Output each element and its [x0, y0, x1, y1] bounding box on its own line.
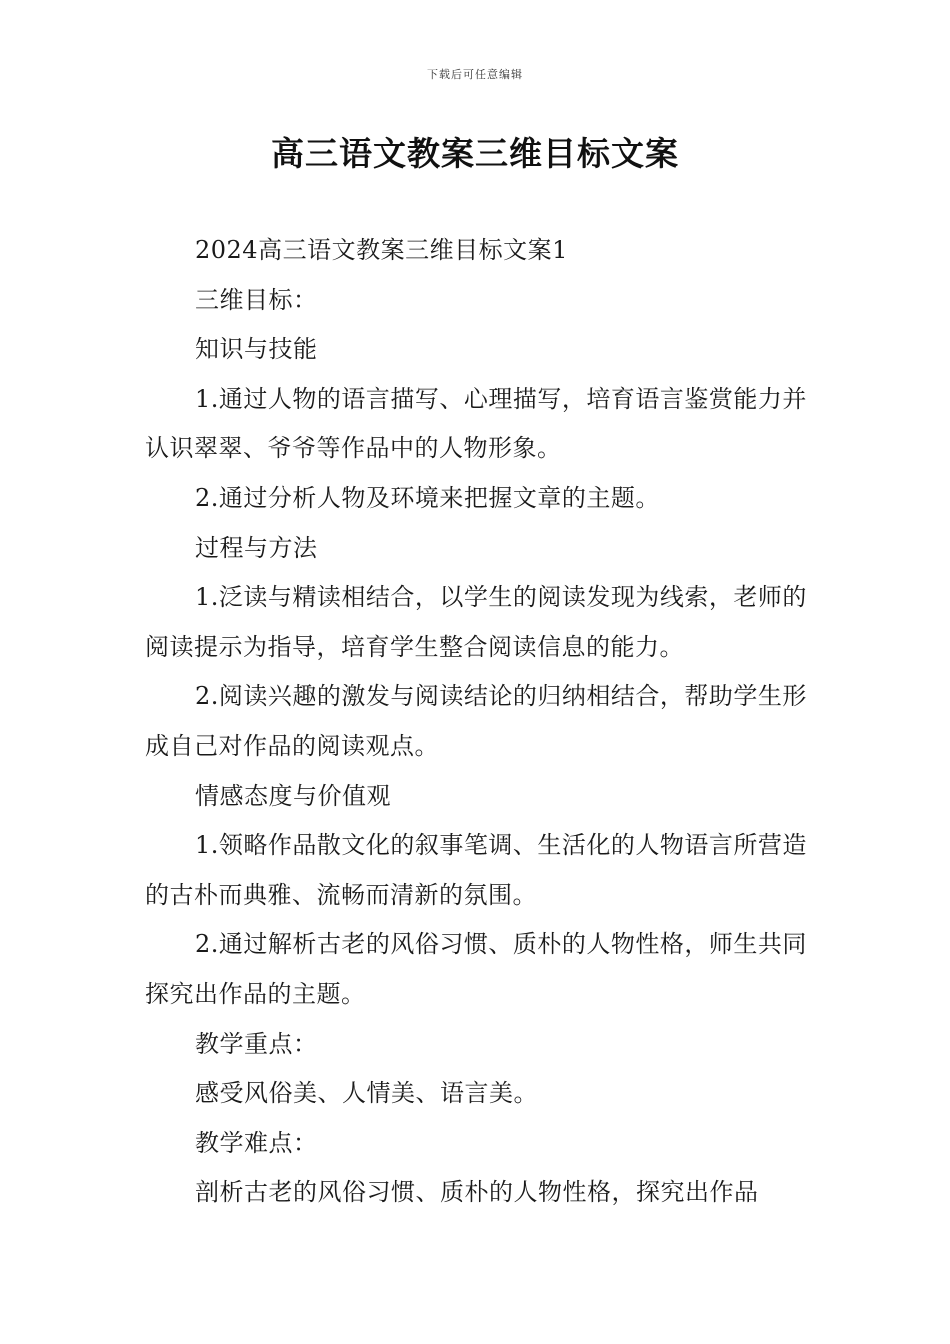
label-teaching-difficulty: 教学难点：: [195, 1128, 318, 1157]
label-three-dimensional-goals: 三维目标：: [195, 285, 318, 314]
paragraph: 1.领略作品散文化的叙事笔调、生活化的人物语言所营造的古朴而典雅、流畅而清新的氛围。: [145, 831, 807, 909]
section-heading: 2024高三语文教案三维目标文案1: [195, 236, 568, 264]
subheading-knowledge-skills: 知识与技能: [195, 335, 318, 364]
document-title: 高三语文教案三维目标文案: [271, 134, 679, 173]
paragraph: 2.通过分析人物及环境来把握文章的主题。: [195, 483, 660, 512]
paragraph: 1.通过人物的语言描写、心理描写，培育语言鉴赏能力并认识翠翠、爷爷等作品中的人物形象。: [145, 384, 807, 463]
paragraph: 感受风俗美、人情美、语言美。: [195, 1079, 538, 1108]
document-body: [145, 226, 807, 1218]
subheading-attitude-values: 情感态度与价值观: [195, 781, 391, 810]
label-teaching-focus: 教学重点：: [195, 1029, 318, 1058]
paragraph: 2.阅读兴趣的激发与阅读结论的归纳相结合，帮助学生形成自己对作品的阅读观点。: [145, 682, 807, 760]
paragraph: 2.通过解析古老的风俗习惯、质朴的人物性格，师生共同探究出作品的主题。: [145, 930, 807, 1008]
paragraph: 1.泛读与精读相结合，以学生的阅读发现为线索，老师的阅读提示为指导，培育学生整合阅读信息的能力。: [145, 583, 807, 661]
subheading-process-method: 过程与方法: [195, 533, 318, 562]
paragraph: 剖析古老的风俗习惯、质朴的人物性格，探究出作品: [195, 1178, 759, 1207]
header-note: 下载后可任意编辑: [427, 68, 523, 81]
